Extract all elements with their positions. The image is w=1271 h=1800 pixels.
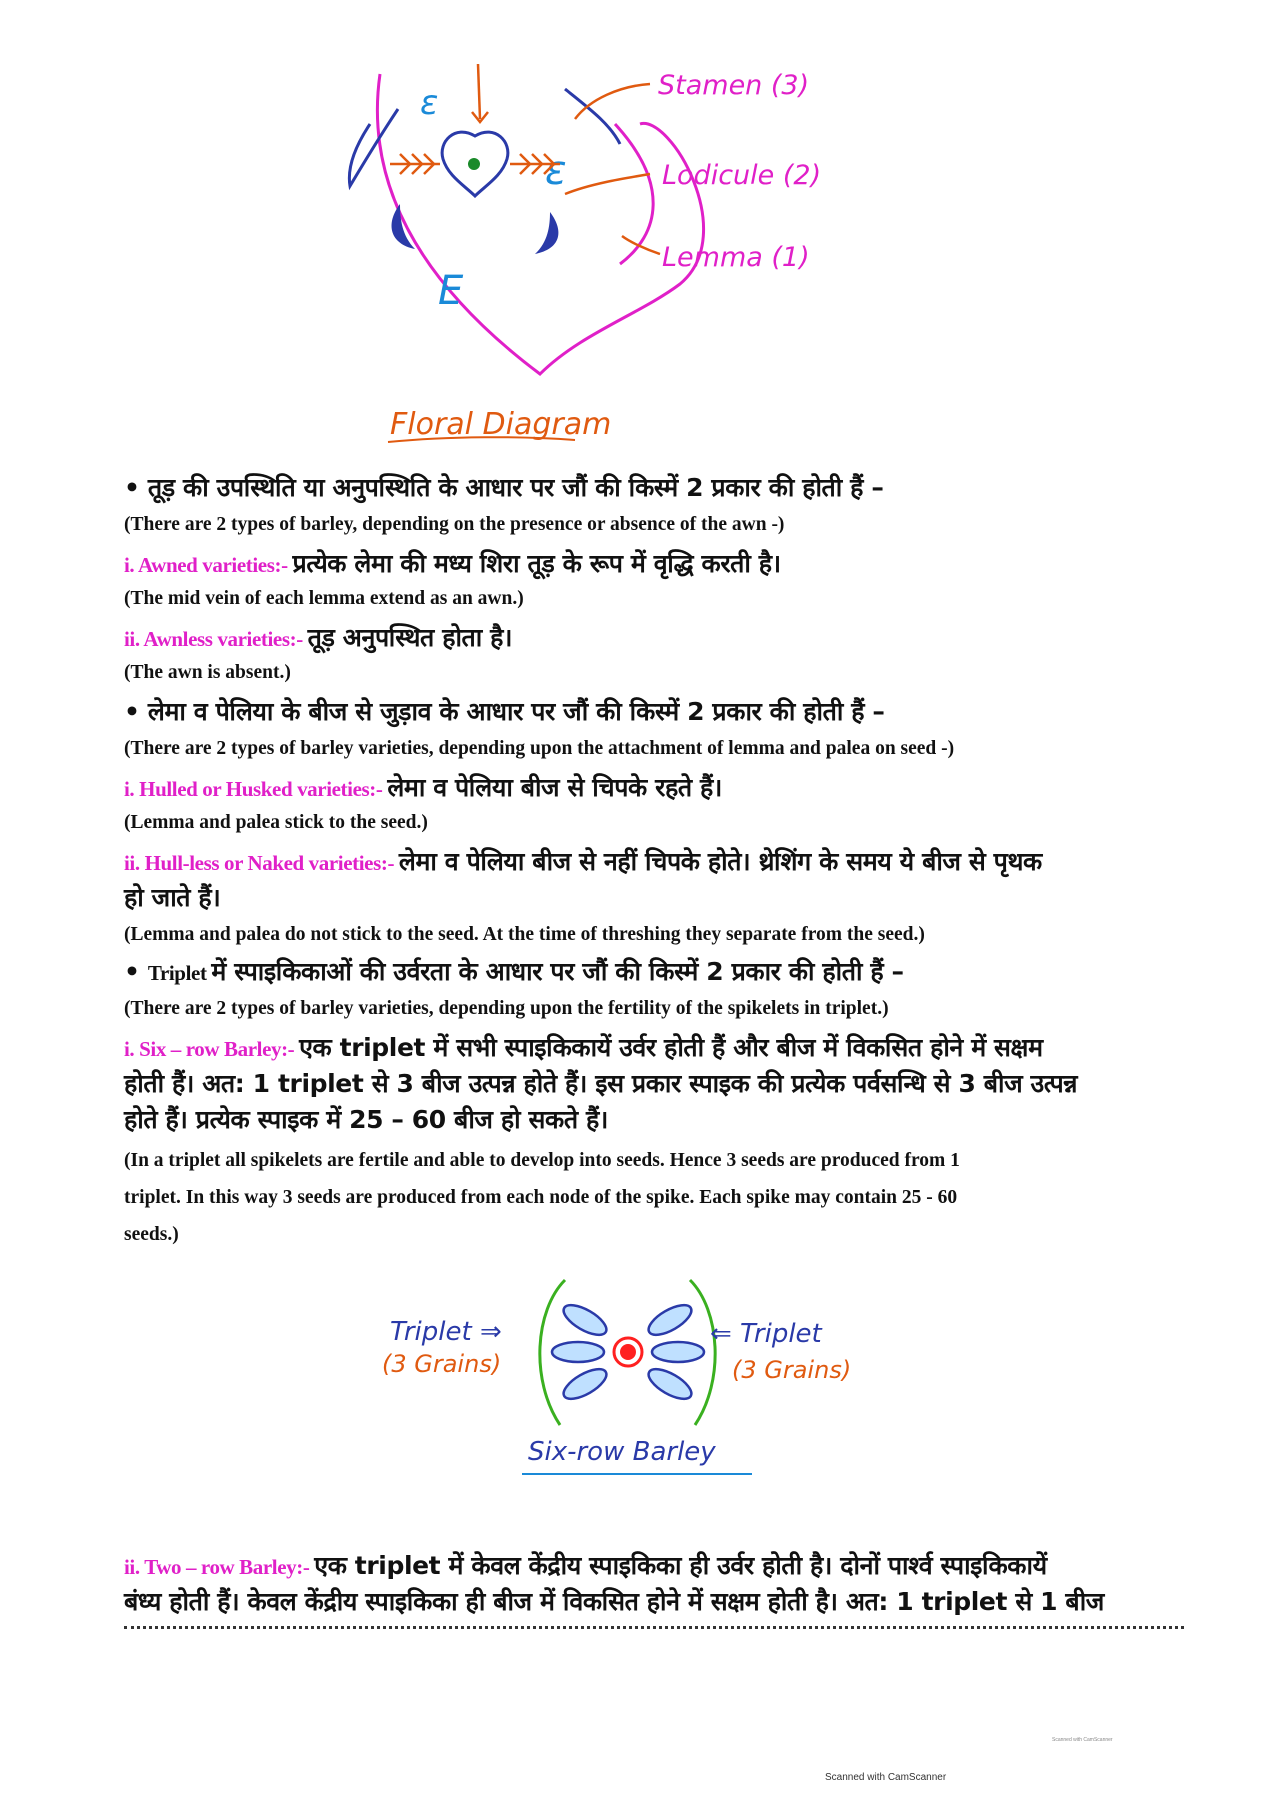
awnless-en: (The awn is absent.): [124, 662, 291, 683]
lodicule-left: [392, 204, 415, 249]
bullet-icon: •: [124, 957, 140, 986]
hull-heading: • लेमा व पेलिया के बीज से जुड़ाव के आधार पर जौं की किस्में 2 प्रकार की होती हैं –: [124, 697, 885, 726]
six-row-line2: होती हैं। अत: 1 triplet से 3 बीज उत्पन्न होते हैं। इस प्रकार स्पाइक की प्रत्येक पर्वसन्धि से 3 बीज उत्पन्न: [124, 1069, 1078, 1098]
stamen-label: Stamen (3): [658, 70, 810, 101]
floral-diagram: [340, 64, 960, 464]
barley-diagram-drawing: [360, 1260, 960, 1490]
six-row-barley-diagram: [360, 1260, 960, 1490]
stamen-glyph-3: E: [438, 268, 464, 314]
hull-heading-en: (There are 2 types of barley varieties, depending upon the attachment of lemma and palea on seed -): [124, 738, 955, 759]
awn-heading: • तूड़ की उपस्थिति या अनुपस्थिति के आधार पर जौं की किस्में 2 प्रकार की होती हैं –: [124, 473, 884, 502]
two-row-line2: बंध्य होती हैं। केवल केंद्रीय स्पाइकिका ही बीज में विकसित होने में सक्षम होती है। अत: 1 triplet से 1 बीज: [124, 1587, 1104, 1616]
cut-off-line: [124, 1624, 1184, 1630]
awn-heading-en: (There are 2 types of barley, depending on the presence or absence of the awn -): [124, 514, 785, 535]
bullet-icon: •: [124, 697, 140, 726]
scanner-watermark-small: Scanned with CamScanner: [1052, 1737, 1113, 1743]
hulled-varieties: i. Hulled or Husked varieties:- लेमा व पेलिया बीज से चिपके रहते हैं।: [124, 773, 722, 802]
six-row-en-3: seeds.): [124, 1224, 179, 1245]
triplet-heading-en: (There are 2 types of barley varieties, depending upon the fertility of the spikelets in triplet.): [124, 998, 889, 1019]
hullless-line2: हो जाते हैं।: [124, 883, 221, 912]
ovule: [468, 158, 480, 170]
lemma-label: Lemma (1): [662, 242, 810, 273]
six-row-en-2: triplet. In this way 3 seeds are produced from each node of the spike. Each spike may contain 25 - 60: [124, 1187, 958, 1208]
left-triplet-label: Triplet ⇒: [390, 1317, 502, 1347]
scanner-watermark: Scanned with CamScanner: [825, 1772, 947, 1783]
six-row-line3: होते हैं। प्रत्येक स्पाइक में 25 – 60 बीज हो सकते हैं।: [124, 1105, 608, 1134]
floral-diagram-drawing: [340, 64, 960, 464]
stamen-glyph-1: ε: [420, 83, 439, 123]
hullless-en: (Lemma and palea do not stick to the seed. At the time of threshing they separate from the seed.): [124, 924, 925, 945]
six-row-barley: i. Six – row Barley:- एक triplet में सभी स्पाइकिकायें उर्वर होती हैं और बीज में विकसित होने में सक्षम: [124, 1033, 1043, 1062]
stamen-glyph-2: ε: [545, 148, 567, 194]
hulled-label: i. Hulled or Husked varieties:-: [124, 777, 388, 801]
left-grains-label: (3 Grains): [382, 1350, 502, 1378]
barley-caption: Six-row Barley: [528, 1437, 716, 1467]
hullless-label: ii. Hull-less or Naked varieties:-: [124, 851, 399, 875]
awned-label: i. Awned varieties:-: [124, 553, 293, 577]
awned-varieties: i. Awned varieties:- प्रत्येक लेमा की मध्य शिरा तूड़ के रूप में वृद्धि करती है।: [124, 549, 781, 578]
lodicule-right: [535, 212, 558, 254]
awnless-label: ii. Awnless varieties:-: [124, 627, 308, 651]
right-grains-label: (3 Grains): [732, 1356, 852, 1384]
awned-en: (The mid vein of each lemma extend as an awn.): [124, 588, 524, 609]
hulled-en: (Lemma and palea stick to the seed.): [124, 812, 428, 833]
awnless-varieties: ii. Awnless varieties:- तूड़ अनुपस्थित होता है।: [124, 623, 513, 652]
right-triplet-label: ⇐ Triplet: [710, 1319, 822, 1349]
triplet-heading: • Triplet में स्पाइकिकाओं की उर्वरता के आधार पर जौं की किस्में 2 प्रकार की होती हैं –: [124, 957, 904, 986]
floral-caption: Floral Diagram: [390, 407, 612, 442]
two-row-barley: ii. Two – row Barley:- एक triplet में केवल केंद्रीय स्पाइकिका ही उर्वर होती है। दोनों पार्श्व स्पाइकिकायें: [124, 1551, 1047, 1580]
bullet-icon: •: [124, 473, 140, 502]
six-row-label: i. Six – row Barley:-: [124, 1037, 300, 1061]
two-row-label: ii. Two – row Barley:-: [124, 1555, 315, 1579]
hullless-varieties: ii. Hull-less or Naked varieties:- लेमा व पेलिया बीज से नहीं चिपके होते। थ्रेशिंग के समय ये बीज से पृथक: [124, 847, 1042, 876]
six-row-en-1: (In a triplet all spikelets are fertile and able to develop into seeds. Hence 3 seeds are produced from 1: [124, 1150, 960, 1171]
stigma-left: [390, 154, 440, 174]
lodicule-label: Lodicule (2): [662, 160, 822, 191]
